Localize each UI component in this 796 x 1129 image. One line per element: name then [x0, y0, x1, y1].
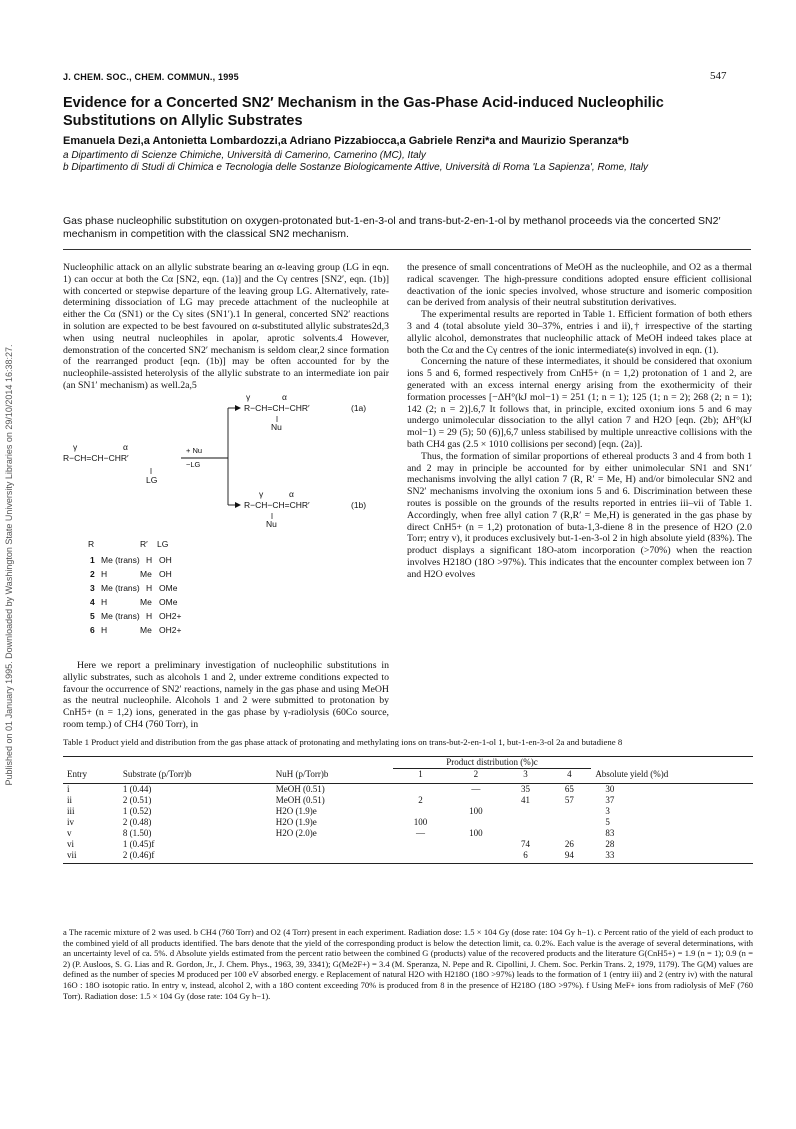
table-cell: 1 (0.52) [122, 806, 152, 816]
table-header: NuH (p/Torr)b [272, 769, 393, 784]
table-cell: 83 [605, 828, 615, 838]
table-group-header: Product distribution (%)c [393, 757, 592, 769]
body-left-paragraph-1 [63, 262, 389, 392]
compound-header-r: R [88, 539, 95, 549]
table-cell: 2 (0.48) [122, 817, 152, 827]
table-cell: 94 [547, 850, 591, 864]
journal-header: J. CHEM. SOC., CHEM. COMMUN., 1995 [63, 72, 239, 82]
compound-lg: OMe [159, 597, 178, 607]
compound-header-lg: LG [157, 539, 169, 549]
results-table [63, 756, 753, 864]
table-cell: iii [67, 806, 75, 816]
table-cell [272, 850, 393, 864]
compound-lg: OH2+ [159, 611, 182, 621]
table-header: 1 [393, 769, 448, 784]
table-cell: iv [67, 817, 75, 827]
table-header: Absolute yield (%)d [591, 769, 753, 784]
download-watermark: Published on 01 January 1995. Downloaded by Washington State University Libraries on 29/10/2014 16:38:27. [4, 344, 14, 786]
table-row [63, 817, 753, 828]
table-cell [448, 795, 503, 806]
affiliation-a: a Dipartimento di Scienze Chimiche, Università di Camerino, Camerino (MC), Italy [63, 150, 426, 161]
table-cell: — [415, 828, 425, 838]
table-header: 2 [448, 769, 503, 784]
table-cell [393, 839, 448, 850]
table-cell: i [67, 784, 70, 794]
body-text: Nucleophilic attack on an allylic substrate bearing an α-leaving group (LG in eqn. 1) can occur at both the Cα [SN2, eqn. (1a)] and the Cγ centres [SN2′, eqn. (1b)] with concerted or stepwise departure of the leaving group LG. Alternatively, rate-determining dissociation of LG may precede attachment of the nucleophile at either the Cα (SN1) or the Cγ sites (SN1′).1 In general, concerted SN2′ reactions in solution are expected to be best favoured on α-substituted allylic substrates2d,3 when using neutral nucleophiles in apolar, aprotic solvents.4 However, demonstration of the concerted SN2′ mechanism is seldom clear,2 since formation of the rearranged product [eqn. (1b)] may be often accounted for by the nucleophile-assisted heterolysis of the allylic substrate to an intermediate ion pair (an SN1′ mechanism) as well.2a,5 [63, 262, 389, 391]
compound-r: H [101, 569, 108, 579]
table-row [63, 795, 753, 806]
author-list: Emanuela Dezi,a Antonietta Lombardozzi,a Adriano Pizzabiocca,a Gabriele Renzi*a and Maurizio Speranza*b [63, 135, 629, 147]
table-row [63, 850, 753, 864]
table-cell: 74 [521, 839, 531, 849]
compound-lg: OH2+ [159, 625, 182, 635]
table-header: Substrate (p/Torr)b [119, 769, 272, 784]
body-text: Concerning the nature of these intermediates, it should be considered that oxonium ions 5 and 6, formed respectively from CnH5+ (n = 1,2) protonation of 1 and 2, are generated with an excess internal energy arising from the exothermicity of their formation processes [−ΔH°(kJ mol−1) = 251 (1; n = 1); 125 (1; n = 2); 268 (2; n = 1); 142 (2; n = 2)].6,7 It follows that, in principle, excited oxonium ions 5 and 6 may undergo unimolecular dissociation to the allyl cation 7 and H2O [eqn. (2b); ΔH°(kJ mol−1) = 29 (5); 50 (6)],6,7 unless stabilised by multiple unreactive collisions with the bath CH4 gas (2.5 × 1010 collisions per second) [eqn. (2a)]. [407, 356, 752, 450]
product-a-alpha: α [282, 392, 287, 402]
table-cell: 57 [564, 795, 574, 805]
table-cell: ii [67, 795, 73, 805]
table-cell: 2 (0.46)f [119, 850, 272, 864]
table-header: 4 [547, 769, 591, 784]
compound-number: 1 [90, 555, 95, 565]
compound-r-prime: Me [140, 625, 152, 635]
body-left-paragraph-2 [63, 660, 389, 731]
table-cell: 28 [605, 839, 615, 849]
compound-header-r-prime: R′ [140, 539, 148, 549]
product-b-alpha: α [289, 489, 294, 499]
table-cell: 41 [521, 795, 531, 805]
table-cell: 1 (0.45)f [122, 839, 155, 849]
table-cell: H2O (1.9)e [275, 806, 317, 816]
table-cell [393, 850, 448, 864]
compound-r-prime: H [146, 555, 153, 565]
table-cell: vi [67, 839, 75, 849]
page-number: 547 [710, 70, 727, 82]
table-cell: 8 (1.50) [122, 828, 152, 838]
table-row [63, 828, 753, 839]
abstract-divider [63, 249, 751, 250]
product-a-nu: Nu [271, 422, 282, 432]
table-cell [448, 839, 503, 850]
table-cell: 35 [521, 784, 531, 794]
table-cell [547, 806, 591, 817]
table-cell: H2O (1.9)e [275, 817, 317, 827]
eqn-label-1a: (1a) [351, 403, 367, 413]
compound-lg: OMe [159, 583, 178, 593]
table-cell [547, 817, 591, 828]
table-cell [504, 817, 548, 828]
compound-number: 6 [90, 625, 95, 635]
table-cell: v [67, 828, 72, 838]
table-cell: 6 [504, 850, 548, 864]
table-cell: 3 [605, 806, 610, 816]
reagent-plus-nu: + Nu [186, 446, 203, 455]
table-cell [504, 806, 548, 817]
table-cell [547, 828, 591, 839]
reactant-lg: LG [146, 475, 158, 485]
table-cell: 100 [413, 817, 428, 827]
table-cell: 37 [605, 795, 615, 805]
compound-r-prime: H [146, 611, 153, 621]
body-text: the presence of small concentrations of MeOH as the nucleophile, and O2 as a thermal radical scavenger. The high-pressure conditions adopted ensure efficient collisional deactivation of the ionic species involved, whose structure and isomeric composition can be derived from analysis of their neutral substitution derivatives. [407, 262, 752, 309]
compound-r: H [101, 625, 108, 635]
reactant-formula: R−CH=CH−CHR′ [63, 453, 129, 463]
table-header: 3 [504, 769, 548, 784]
table-cell: MeOH (0.51) [275, 795, 325, 805]
table-caption: Table 1 Product yield and distribution from the gas phase attack of protonating and methylating ions on trans-but-2-en-1-ol 1, but-1-en-3-ol 2a and butadiene 8 [63, 737, 623, 747]
compound-lg: OH [159, 555, 172, 565]
table-cell: 2 [418, 795, 423, 805]
table-cell: 33 [591, 850, 753, 864]
reactant-gamma: γ [73, 442, 78, 452]
compound-r: Me (trans) [101, 611, 140, 621]
table-cell: 5 [605, 817, 610, 827]
product-b-formula: R−CH−CH=CHR′ [244, 500, 310, 510]
body-text: The experimental results are reported in Table 1. Efficient formation of both ethers 3 and 4 (total absolute yield 30–37%, entries i and ii),† irrespective of the starting allylic alcohol, demonstrates that nucleophilic attack of MeOH indeed takes place at both the Cα and the Cγ centres of the ionic intermediate(s) involved in eqn. (1). [407, 309, 752, 356]
table-cell [448, 850, 503, 864]
table-cell: 1 (0.44) [122, 784, 152, 794]
table-cell: H2O (2.0)e [275, 828, 317, 838]
table-row [63, 839, 753, 850]
table-cell: 100 [469, 828, 483, 838]
abstract: Gas phase nucleophilic substitution on oxygen-protonated but-1-en-3-ol and trans-but-2-en-1-ol by methanol proceeds via the concerted SN2′ mechanism in competition with the classical SN2 mechanism. [63, 215, 721, 240]
compound-lg: OH [159, 569, 172, 579]
table-cell: — [471, 784, 481, 794]
product-b-nu: Nu [266, 519, 277, 529]
table-header: Entry [63, 769, 119, 784]
compound-number: 5 [90, 611, 95, 621]
table-row [63, 784, 753, 796]
product-b-gamma: γ [259, 489, 264, 499]
compound-r-prime: Me [140, 597, 152, 607]
reagent-minus-lg: −LG [186, 460, 201, 469]
scheme-arrows [63, 400, 389, 535]
table-footnotes: a The racemic mixture of 2 was used. b CH4 (760 Torr) and O2 (4 Torr) present in each experiment. Radiation dose: 1.5 × 104 Gy (dose rate: 104 Gy h−1). c Percent ratio of the yield of each product to the combined yield of all products identified. The bars denote that the yield of the corresponding product is below the detection limit, ca. 0.2%. Each value is the average of several determinations, with an uncertainty level of ca. 5%. d Absolute yields estimated from the percent ratio between the combined G (products) value of the recovered products and the literature G(CnH5+) = 1.9 (n = 1); 0.9 (n = 2) (P. Ausloos, S. G. Lias and R. Gordon, Jr., J. Chem. Phys., 1963, 39, 3341); G(Me2F+) = 3.4 (M. Speranza, N. Pepe and R. Cipollini, J. Chem. Soc. Perkin Trans. 2, 1979, 1179). The G(M) values are defined as the number of species M produced per 100 eV absorbed energy. e Replacement of natural H2O with H218O (18O >97%) leads to the formation of 1 (entry iii) and 2 (entry iv) with the natural 16O : 18O isotopic ratio. In entry v, instead, alcohol 2, with a 18O content exceeding 70% is produced from 8 in the presence of H218O (18O >97%). f Using MeF+ ions from radiolysis of MeF (760 Torr). Radiation dose: 1.5 × 104 Gy (dose rate: 104 Gy h−1). [63, 927, 753, 1001]
product-a-gamma: γ [246, 392, 251, 402]
reaction-scheme [63, 392, 389, 640]
compound-r: H [101, 597, 108, 607]
table-cell: 100 [469, 806, 483, 816]
table-cell: 65 [564, 784, 574, 794]
table-cell [393, 806, 448, 817]
compound-r: Me (trans) [101, 555, 140, 565]
compound-number: 2 [90, 569, 95, 579]
reactant-alpha: α [123, 442, 128, 452]
table-cell: 30 [605, 784, 615, 794]
article-title: Evidence for a Concerted SN2′ Mechanism in the Gas-Phase Acid-induced Nucleophilic Substitutions on Allylic Substrates [63, 95, 664, 129]
table-cell: 2 (0.51) [122, 795, 152, 805]
table-cell: vii [63, 850, 119, 864]
table-cell [393, 784, 448, 796]
compound-number: 4 [90, 597, 95, 607]
compound-r: Me (trans) [101, 583, 140, 593]
body-text: Here we report a preliminary investigation of nucleophilic substitutions in allylic substrates, such as alcohols 1 and 2, under extreme conditions expected to favour the occurrence of SN2′ reactions, namely in the gas phase and using MeOH as the neutral nucleophile. Alcohols 1 and 2 were submitted to protonation by CnH5+ (n = 1,2) ions, generated in the gas phase by γ-radiolysis (60Co source, room temp.) of CH4 (760 Torr), in [63, 660, 389, 730]
affiliation-b: b Dipartimento di Studi di Chimica e Tecnologia delle Sostanze Biologicamente Attive, Università di Roma 'La Sapienza', Rome, Italy [63, 162, 649, 173]
product-a-formula: R−CH=CH−CHR′ [244, 403, 310, 413]
body-text: Thus, the formation of similar proportions of ethereal products 3 and 4 from both 1 and 2 may in principle be accounted for by either unimolecular SN1 and SN1′ mechanisms involving the allyl cation 7 (R, R′ = Me, H) and/or bimolecular SN2 and SN2′ mechanisms involving the oxonium ions 5 and 6. Discrimination between these routes is possible on the grounds of the results reported in entries iii–vii of Table 1. Accordingly, when free allyl cation 7 (R,R′ = Me,H) is generated in the gas phase by direct CnH5+ (n = 1,2) protonation of buta-1,3-diene 8 in the presence of H2O (2.0 Torr; entry v), it produces exclusively but-1-en-3-ol 2 in high absolute yield (83%). The product displays a significant 18O-atom incorporation (>70%) when the reaction involves H218O (18O >97%). This indicates that the encounter complex between ion 7 and H2O evolves [407, 450, 752, 580]
eqn-label-1b: (1b) [351, 500, 367, 510]
compound-number: 3 [90, 583, 95, 593]
table-cell [448, 817, 503, 828]
table-cell: 26 [564, 839, 574, 849]
table-cell: MeOH (0.51) [275, 784, 325, 794]
compound-r-prime: H [146, 583, 153, 593]
compound-r-prime: Me [140, 569, 152, 579]
table-row [63, 806, 753, 817]
body-right-column [407, 262, 752, 581]
table-cell [504, 828, 548, 839]
table-cell [272, 839, 393, 850]
